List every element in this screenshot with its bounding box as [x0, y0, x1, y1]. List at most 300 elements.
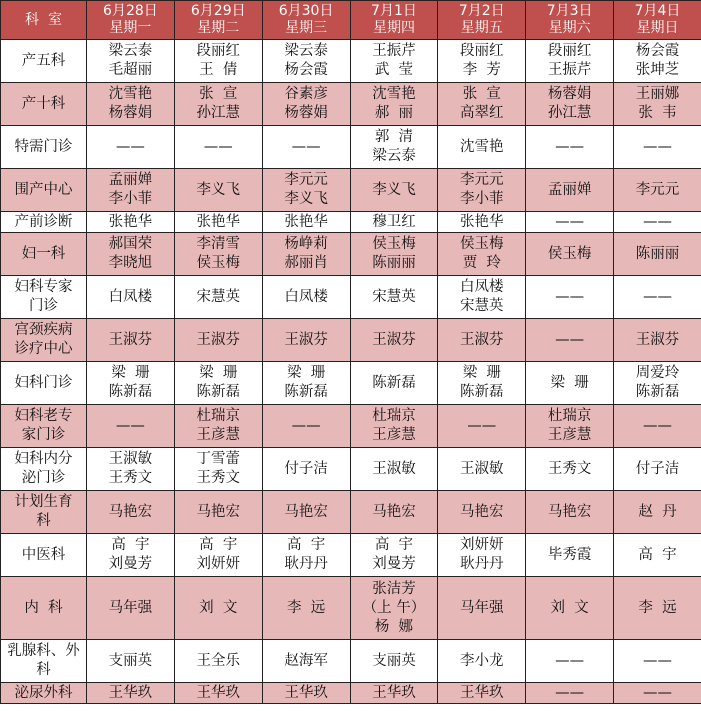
duty-cell [614, 319, 701, 362]
duty-cell [614, 577, 701, 640]
duty-cell [614, 491, 701, 534]
doctor-name: —— [115, 417, 145, 434]
duty-cell [526, 405, 614, 448]
doctor-name: 陈新磊 [108, 384, 153, 400]
duty-cell [614, 83, 701, 126]
doctor-name: 张 宣 [199, 86, 238, 102]
duty-cell [350, 640, 438, 683]
duty-cell [438, 83, 526, 126]
header-day-5: 7月2日 星期五 [438, 1, 526, 40]
header-day-7: 7月4日 星期日 [614, 1, 701, 40]
doctor-name: 贾 玲 [462, 255, 501, 271]
doctor-name: 丁雪蕾 [196, 451, 241, 467]
dept-name-cell [1, 362, 87, 405]
duty-cell [614, 640, 701, 683]
duty-cell [174, 126, 262, 169]
doctor-name: 李元元 [460, 172, 504, 188]
duty-cell [87, 640, 175, 683]
doctor-name: 郝 丽 [374, 105, 414, 121]
duty-cell [87, 276, 175, 319]
doctor-name: —— [642, 288, 672, 305]
doctor-name: 杨蓉娟 [108, 105, 153, 121]
duty-cell [350, 577, 438, 640]
doctor-name: 王淑敏 [460, 460, 504, 477]
doctor-name: 李小菲 [108, 191, 153, 207]
doctor-name: —— [555, 138, 585, 155]
dept-name-line: 妇一科 [21, 245, 66, 262]
doctor-name: 马艳宏 [108, 503, 153, 520]
doctor-name: 王全乐 [196, 652, 241, 669]
doctor-name: 陈新磊 [635, 384, 680, 400]
doctor-name: 王淑敏 [108, 451, 153, 467]
duty-cell [350, 448, 438, 491]
doctor-name: 梁云泰 [284, 43, 328, 59]
doctor-name: 刘妍妍 [196, 556, 241, 572]
doctor-name: 沈雪艳 [460, 138, 504, 155]
duty-cell [174, 683, 262, 704]
schedule-row [1, 448, 701, 491]
schedule-row [1, 276, 701, 319]
doctor-name: 高翠红 [460, 105, 504, 121]
duty-cell [262, 491, 350, 534]
dept-name-cell [1, 83, 87, 126]
duty-cell [526, 683, 614, 704]
doctor-name: 杨蓉娟 [284, 105, 328, 121]
dept-name-line: 特需门诊 [14, 138, 73, 155]
duty-cell [438, 491, 526, 534]
doctor-name: —— [291, 417, 321, 434]
doctor-name: 陈新磊 [372, 374, 416, 391]
doctor-name: 张 韦 [638, 105, 677, 121]
doctor-name: 李清雪 [196, 236, 241, 252]
duty-cell [174, 169, 262, 212]
duty-cell [438, 362, 526, 405]
dept-name-line: 科 [36, 513, 51, 529]
doctor-name: —— [467, 417, 497, 434]
header-row [1, 1, 701, 40]
doctor-name: 马艳宏 [372, 503, 416, 520]
doctor-name: 孟丽婵 [547, 181, 592, 198]
duty-cell [350, 169, 438, 212]
doctor-name: 杜瑞京 [547, 408, 592, 424]
doctor-name: 支丽英 [108, 652, 153, 669]
dept-name-line: 宫颈疾病 [14, 322, 73, 338]
doctor-name: 郭 清 [374, 129, 414, 145]
doctor-name: 李义飞 [196, 181, 241, 198]
doctor-name: 郝国荣 [108, 236, 153, 252]
schedule-row [1, 491, 701, 534]
dept-name-cell [1, 640, 87, 683]
doctor-name: —— [555, 288, 585, 305]
duty-cell [174, 40, 262, 83]
doctor-name: 王淑芬 [635, 331, 680, 348]
duty-cell [87, 233, 175, 276]
duty-cell [174, 448, 262, 491]
duty-cell [526, 577, 614, 640]
doctor-name: 王秀文 [196, 470, 241, 486]
doctor-name: 刘曼芳 [108, 556, 153, 572]
dept-name-line: 乳腺科、外 [7, 643, 80, 659]
duty-cell [174, 534, 262, 577]
doctor-name: 梁 珊 [287, 365, 326, 381]
doctor-name: 支丽英 [372, 652, 416, 669]
duty-cell [438, 534, 526, 577]
doctor-name: 穆卫红 [372, 213, 416, 230]
dept-name-cell [1, 40, 87, 83]
doctor-name: 孙江慧 [196, 105, 241, 121]
doctor-name: 李义飞 [284, 191, 328, 207]
schedule-row [1, 40, 701, 83]
schedule-row [1, 405, 701, 448]
duty-cell [526, 233, 614, 276]
doctor-name: 白凤楼 [284, 288, 328, 305]
doctor-name: 毕秀霞 [547, 546, 592, 563]
doctor-name: 杜瑞京 [372, 408, 416, 424]
doctor-name: 孟丽婵 [108, 172, 153, 188]
dept-name-cell [1, 577, 87, 640]
duty-cell [438, 212, 526, 233]
doctor-name: 王华玖 [372, 684, 416, 701]
doctor-name: —— [642, 213, 672, 230]
dept-name-cell [1, 319, 87, 362]
doctor-name: 杨会霞 [284, 62, 328, 78]
duty-cell [614, 534, 701, 577]
duty-cell [262, 212, 350, 233]
doctor-name: 杨蓉娟 [547, 86, 592, 102]
doctor-name: 张 宣 [462, 86, 501, 102]
schedule-row [1, 362, 701, 405]
duty-cell [87, 169, 175, 212]
doctor-name: 张艳华 [460, 213, 504, 230]
dept-name-cell [1, 233, 87, 276]
doctor-name: 李元元 [635, 181, 680, 198]
duty-cell [87, 683, 175, 704]
doctor-name: 王华玖 [284, 684, 328, 701]
schedule-row [1, 577, 701, 640]
duty-cell [614, 683, 701, 704]
duty-cell [350, 683, 438, 704]
doctor-name: 耿丹丹 [284, 556, 328, 572]
duty-cell [174, 319, 262, 362]
duty-cell [350, 491, 438, 534]
duty-cell [614, 233, 701, 276]
duty-cell [174, 362, 262, 405]
schedule-row [1, 319, 701, 362]
doctor-name: 侯玉梅 [372, 236, 416, 252]
header-dept: 科 室 [1, 1, 87, 40]
doctor-name: 赵 丹 [638, 503, 677, 520]
duty-cell [87, 83, 175, 126]
doctor-name: 张洁芳 [372, 580, 416, 597]
duty-cell [526, 126, 614, 169]
duty-cell [526, 362, 614, 405]
duty-cell [526, 319, 614, 362]
doctor-name: 刘 文 [550, 599, 589, 616]
duty-cell [526, 212, 614, 233]
duty-cell [350, 405, 438, 448]
doctor-name: —— [555, 684, 585, 701]
dept-name-cell [1, 169, 87, 212]
dept-name-cell [1, 212, 87, 233]
doctor-name: 王振芹 [372, 43, 416, 59]
schedule-row [1, 169, 701, 212]
dept-name-line: 妇科内分 [14, 451, 73, 467]
duty-cell [526, 40, 614, 83]
duty-cell [262, 534, 350, 577]
doctor-name: 王秀文 [108, 470, 153, 486]
doctor-name: 张艳华 [196, 213, 241, 230]
doctor-name: 马年强 [460, 599, 504, 616]
duty-cell [87, 212, 175, 233]
duty-cell [87, 448, 175, 491]
doctor-name: 宋慧英 [372, 288, 416, 305]
duty-cell [350, 534, 438, 577]
dept-name-cell [1, 276, 87, 319]
doctor-name: —— [291, 138, 321, 155]
schedule-row [1, 126, 701, 169]
duty-cell [614, 276, 701, 319]
dept-name-line: 泌门诊 [21, 470, 66, 486]
doctor-name: 张艳华 [108, 213, 153, 230]
header-day-3: 6月30日 星期三 [262, 1, 350, 40]
doctor-name: 梁 珊 [199, 365, 238, 381]
doctor-name: 马艳宏 [547, 503, 592, 520]
dept-name-line: 家门诊 [21, 427, 66, 443]
duty-cell [262, 448, 350, 491]
doctor-name: 刘 文 [199, 599, 238, 616]
schedule-row [1, 640, 701, 683]
doctor-name: 陈丽丽 [635, 245, 680, 262]
duty-cell [438, 40, 526, 83]
doctor-name: 高 宇 [111, 537, 150, 553]
doctor-name: 梁 珊 [111, 365, 150, 381]
duty-cell [350, 319, 438, 362]
duty-cell [614, 448, 701, 491]
doctor-name: 孙江慧 [547, 105, 592, 121]
doctor-name: 王彦慧 [547, 427, 592, 443]
header-day-6: 7月3日 星期六 [526, 1, 614, 40]
doctor-name: 杜瑞京 [196, 408, 241, 424]
doctor-name: 张艳华 [284, 213, 328, 230]
dept-name-line: 诊疗中心 [14, 341, 73, 357]
header-day-1: 6月28日 星期一 [87, 1, 175, 40]
doctor-name: —— [115, 138, 145, 155]
dept-name-line: 科 [36, 662, 51, 678]
duty-cell [438, 319, 526, 362]
duty-cell [438, 276, 526, 319]
duty-cell [350, 276, 438, 319]
doctor-name: 王华玖 [460, 684, 504, 701]
duty-cell [438, 640, 526, 683]
duty-cell [526, 640, 614, 683]
duty-cell [614, 126, 701, 169]
doctor-name: —— [203, 138, 233, 155]
duty-cell [262, 40, 350, 83]
doctor-name: 付子洁 [284, 460, 328, 477]
doctor-name: 杨会霞 [635, 43, 680, 59]
duty-cell [526, 169, 614, 212]
dept-name-line: 泌尿外科 [14, 684, 73, 701]
doctor-name: 侯玉梅 [196, 255, 241, 271]
doctor-name: 王淑芬 [196, 331, 241, 348]
doctor-name: 李元元 [284, 172, 328, 188]
doctor-name: 王秀文 [547, 460, 592, 477]
duty-cell [87, 534, 175, 577]
doctor-name: 梁云泰 [108, 43, 153, 59]
dept-name-line: 产五科 [21, 52, 66, 69]
header-day-4: 7月1日 星期四 [350, 1, 438, 40]
doctor-name: 陈新磊 [460, 384, 504, 400]
doctor-name: —— [642, 652, 672, 669]
doctor-name: 王淑芬 [284, 331, 328, 348]
duty-cell [526, 83, 614, 126]
doctor-name: 李晓旭 [108, 255, 153, 271]
doctor-name: 杨峥莉 [284, 236, 328, 252]
doctor-name: 李 远 [638, 599, 677, 616]
duty-cell [174, 276, 262, 319]
doctor-name: 郝丽肖 [284, 255, 328, 271]
duty-cell [262, 577, 350, 640]
doctor-name: 王淑芬 [372, 331, 416, 348]
schedule-row [1, 683, 701, 704]
doctor-name: 梁云泰 [372, 148, 416, 164]
dept-name-line: 门诊 [29, 298, 58, 314]
doctor-name: 沈雪艳 [108, 86, 153, 102]
duty-cell [87, 491, 175, 534]
dept-name-cell [1, 448, 87, 491]
doctor-name: 陈新磊 [196, 384, 241, 400]
doctor-name: 马艳宏 [284, 503, 328, 520]
doctor-name: 李小龙 [460, 652, 504, 669]
duty-cell [262, 319, 350, 362]
duty-cell [262, 169, 350, 212]
doctor-name: 王丽娜 [635, 86, 680, 102]
doctor-name: —— [555, 213, 585, 230]
dept-name-line: 内 科 [24, 599, 63, 616]
doctor-name: 马艳宏 [196, 503, 241, 520]
doctor-name: 李小菲 [460, 191, 504, 207]
doctor-name: 刘妍妍 [460, 537, 504, 553]
duty-cell [526, 491, 614, 534]
doctor-name: 谷素彦 [284, 86, 328, 102]
duty-cell [174, 405, 262, 448]
doctor-name: 武 莹 [374, 62, 414, 78]
doctor-name: 白凤楼 [460, 279, 504, 295]
doctor-name: 王淑芬 [460, 331, 504, 348]
duty-cell [174, 640, 262, 683]
doctor-name: 王华玖 [108, 684, 153, 701]
header-day-2: 6月29日 星期二 [174, 1, 262, 40]
doctor-name: 王淑敏 [372, 460, 416, 477]
duty-cell [262, 362, 350, 405]
duty-cell [174, 577, 262, 640]
duty-cell [526, 534, 614, 577]
duty-cell [350, 40, 438, 83]
duty-cell [438, 448, 526, 491]
doctor-name: 李 远 [287, 599, 326, 616]
dept-name-cell [1, 405, 87, 448]
duty-cell [262, 683, 350, 704]
doctor-name: 王彦慧 [196, 427, 241, 443]
dept-name-cell [1, 683, 87, 704]
duty-cell [438, 683, 526, 704]
doctor-name: 高 宇 [374, 537, 414, 553]
duty-cell [438, 233, 526, 276]
dept-name-line: 妇科专家 [14, 279, 73, 295]
doctor-name: 白凤楼 [108, 288, 153, 305]
doctor-name: 王 倩 [199, 62, 238, 78]
duty-cell [614, 362, 701, 405]
doctor-name: 赵海军 [284, 652, 328, 669]
dept-name-line: 产前诊断 [14, 213, 73, 230]
doctor-name: 段丽红 [196, 43, 241, 59]
doctor-name: 侯玉梅 [460, 236, 504, 252]
duty-cell [438, 405, 526, 448]
duty-cell [87, 362, 175, 405]
duty-cell [350, 212, 438, 233]
doctor-name: 高 宇 [287, 537, 326, 553]
doctor-name: 杨 娜 [374, 618, 414, 635]
doctor-name: 高 宇 [638, 546, 677, 563]
schedule-row [1, 212, 701, 233]
doctor-name: 王彦慧 [372, 427, 416, 443]
doctor-name: 李义飞 [372, 181, 416, 198]
duty-cell [614, 405, 701, 448]
duty-cell [87, 40, 175, 83]
duty-cell [350, 126, 438, 169]
dept-name-cell [1, 534, 87, 577]
doctor-name: 马艳宏 [460, 503, 504, 520]
duty-cell [438, 126, 526, 169]
doctor-name: 周爱玲 [635, 365, 680, 381]
schedule-row [1, 233, 701, 276]
duty-cell [262, 126, 350, 169]
doctor-name: （上 午） [362, 599, 426, 616]
dept-name-line: 产十科 [21, 95, 66, 112]
duty-cell [87, 577, 175, 640]
duty-cell [262, 405, 350, 448]
duty-cell [350, 362, 438, 405]
doctor-name: 毛超丽 [108, 62, 153, 78]
doctor-name: —— [642, 138, 672, 155]
doctor-name: 王华玖 [196, 684, 241, 701]
duty-cell [174, 491, 262, 534]
duty-cell [526, 276, 614, 319]
dept-name-line: 计划生育 [14, 494, 73, 510]
dept-name-cell [1, 491, 87, 534]
doctor-name: —— [642, 684, 672, 701]
duty-cell [87, 126, 175, 169]
doctor-name: —— [555, 331, 585, 348]
doctor-name: 高 宇 [199, 537, 238, 553]
duty-cell [262, 83, 350, 126]
duty-cell [262, 233, 350, 276]
duty-cell [262, 276, 350, 319]
duty-cell [614, 169, 701, 212]
doctor-name: 段丽红 [460, 43, 504, 59]
duty-cell [87, 319, 175, 362]
duty-cell [87, 405, 175, 448]
doctor-name: 李 芳 [462, 62, 501, 78]
duty-cell [174, 212, 262, 233]
duty-cell [174, 83, 262, 126]
duty-cell [350, 83, 438, 126]
duty-cell [438, 577, 526, 640]
doctor-name: 王振芹 [547, 62, 592, 78]
schedule-row [1, 534, 701, 577]
doctor-name: 侯玉梅 [547, 245, 592, 262]
doctor-name: 宋慧英 [196, 288, 241, 305]
